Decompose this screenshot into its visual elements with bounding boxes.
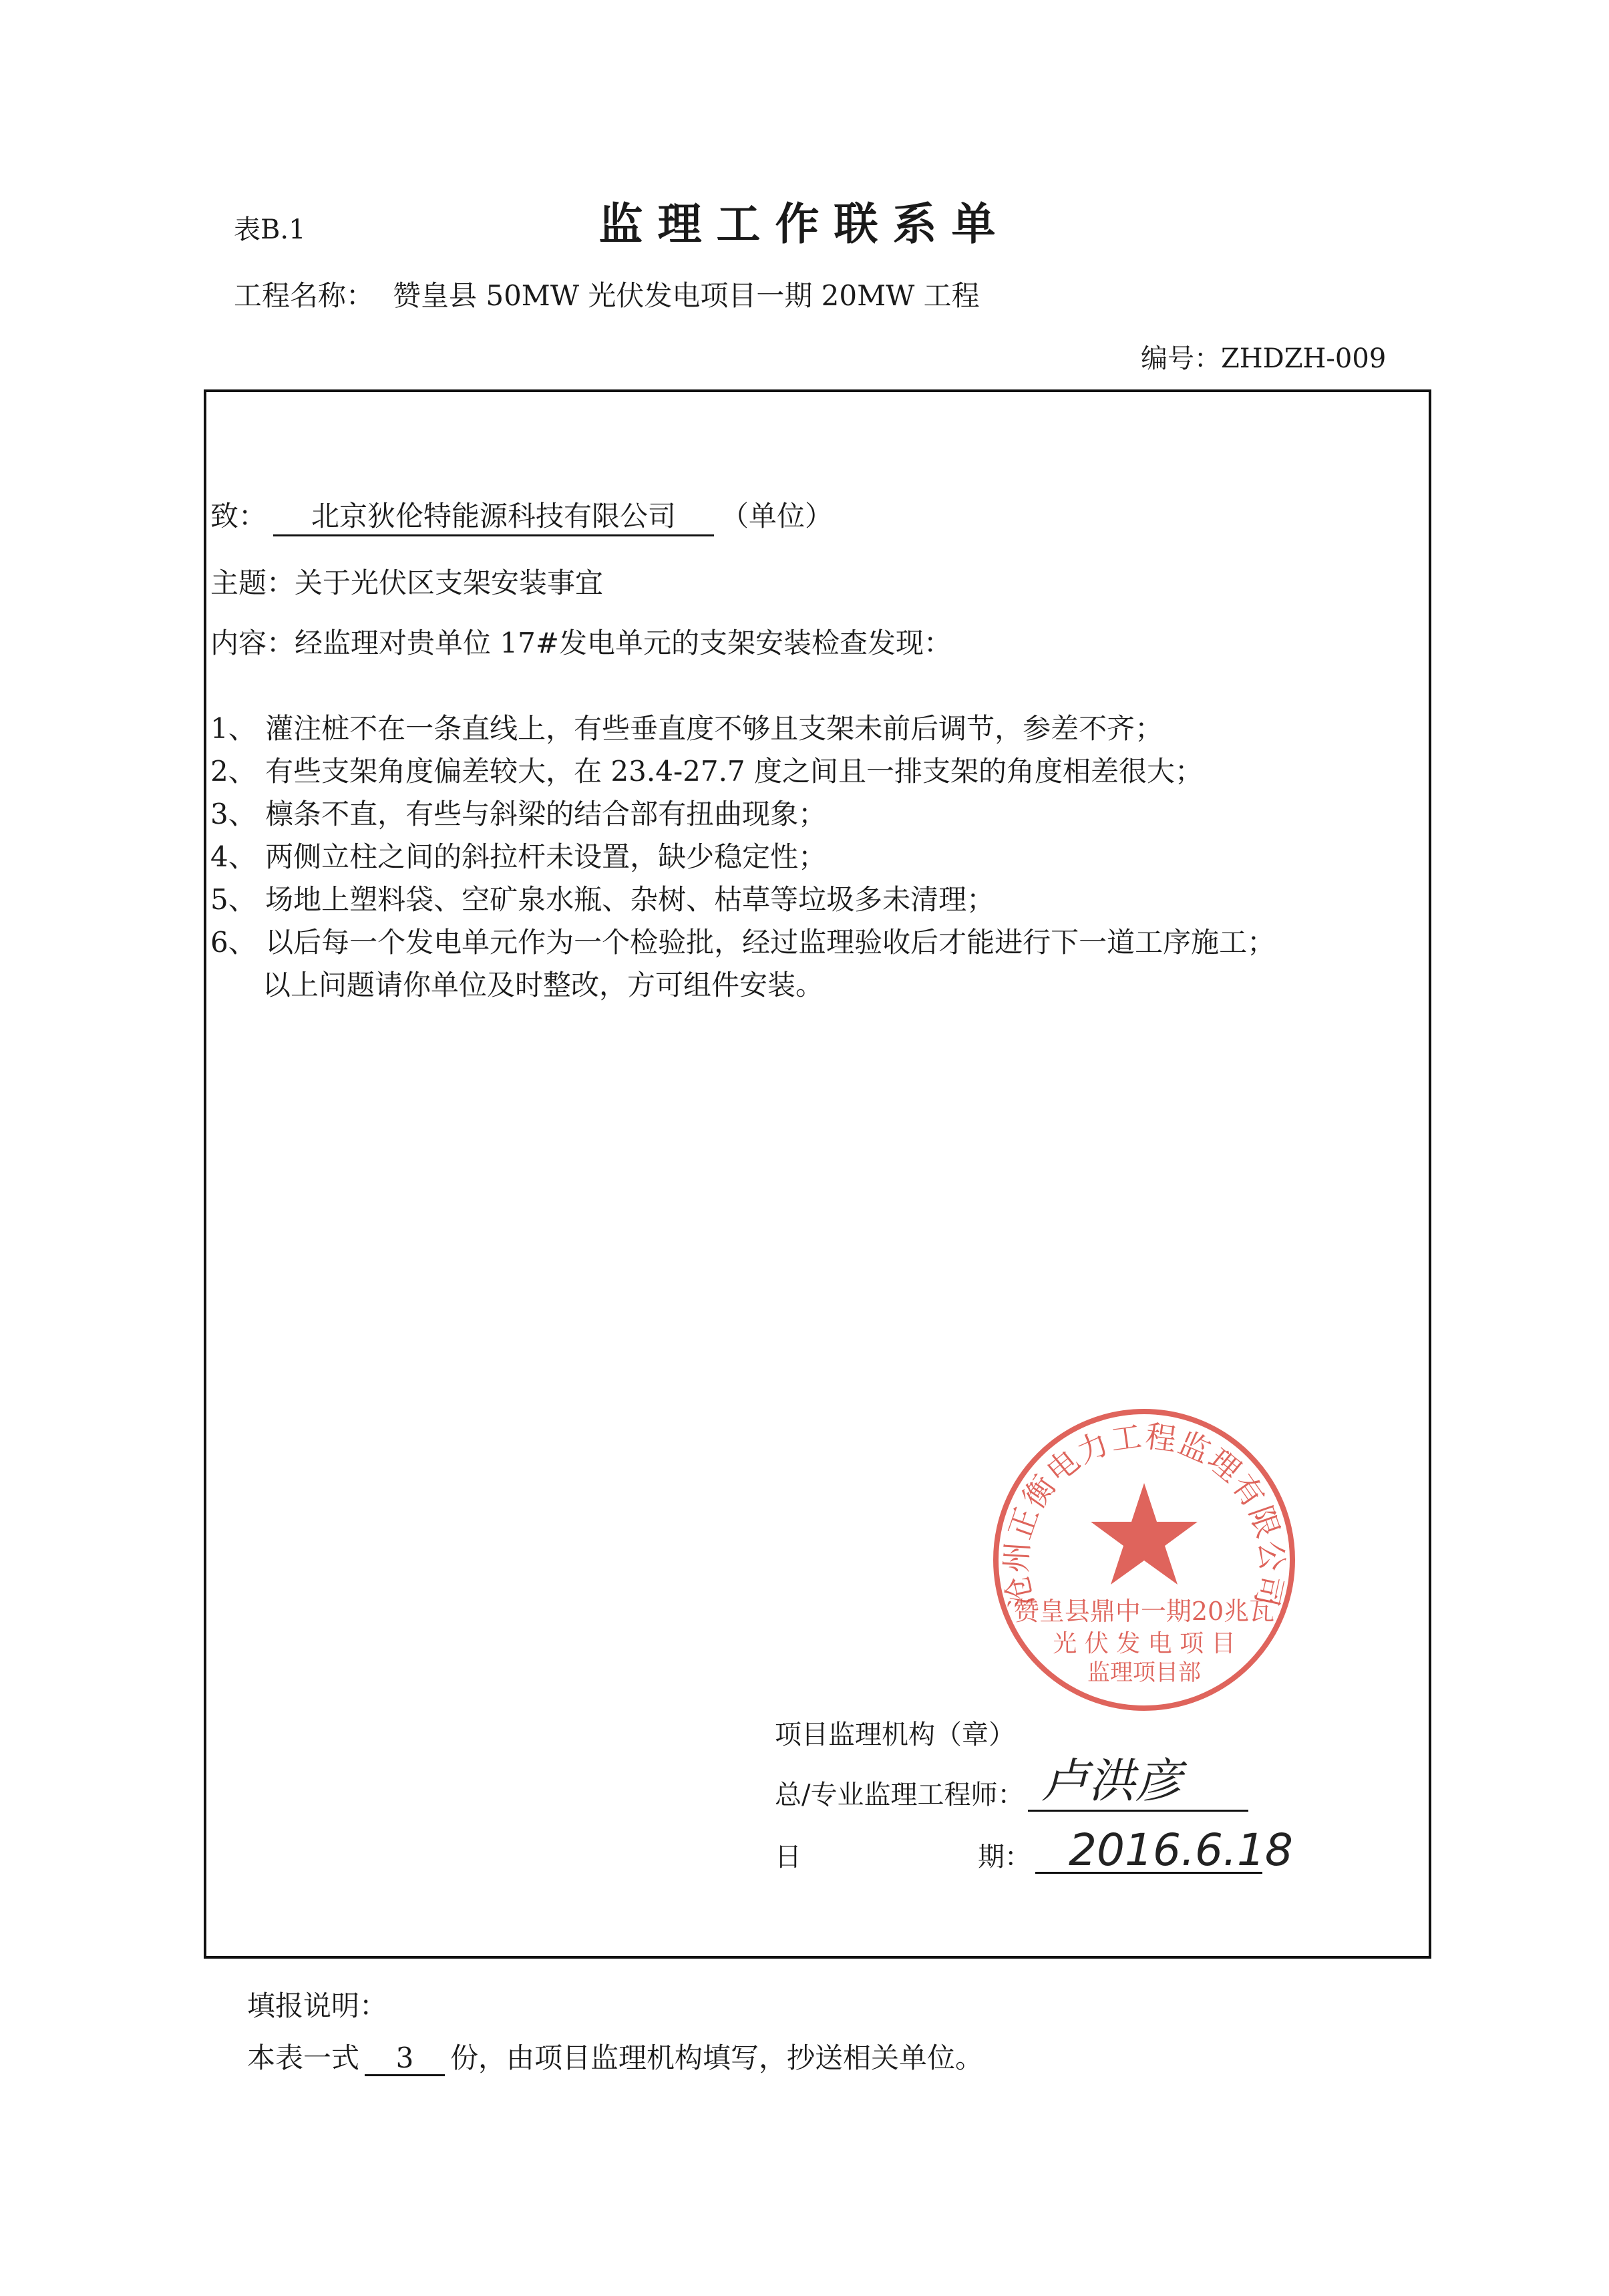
content-row (210, 621, 952, 661)
seal-stamp (987, 1403, 1301, 1717)
list-item: 2、 有些支架角度偏差较大，在 23.4-27.7 度之间且一排支架的角度相差很大； (210, 755, 1203, 788)
stamp-line-2: 光 伏 发 电 项 目 (1053, 1630, 1236, 1657)
list-item: 1、 灌注桩不在一条直线上，有些垂直度不够且支架未前后调节，参差不齐； (210, 712, 1164, 745)
org-label: 项目监理机构（章） (775, 1719, 1015, 1750)
recipient-suffix: （单位） (721, 500, 834, 532)
copies-value: 3 (365, 2041, 445, 2076)
date-row (775, 1824, 1293, 1876)
engineer-signature-line (1028, 1754, 1248, 1812)
stamp-line-3: 监理项目部 (1087, 1659, 1201, 1686)
closing-text: 以上问题请你单位及时整改，方可组件安装。 (262, 969, 824, 1001)
copies-suffix: 份，由项目监理机构填写，抄送相关单位。 (450, 2041, 984, 2074)
project-name-row (234, 274, 980, 314)
content-intro: 经监理对贵单位 17#发电单元的支架安装检查发现： (295, 627, 952, 659)
date-value: 2016.6.18 (1069, 1824, 1293, 1876)
project-label: 工程名称： (234, 279, 375, 312)
subject-value: 关于光伏区支架安装事宜 (295, 566, 604, 599)
list-item: 5、 场地上塑料袋、空矿泉水瓶、杂树、枯草等垃圾多未清理； (210, 883, 995, 916)
star-icon (1091, 1483, 1198, 1585)
content-label: 内容： (210, 627, 295, 659)
stamp-line-1: 赞皇县鼎中一期20兆瓦 (1013, 1597, 1275, 1626)
subject-row (210, 561, 603, 601)
engineer-signature: 卢洪彦 (1041, 1754, 1182, 1808)
form-code: 表B.1 (234, 214, 306, 245)
engineer-label: 总/专业监理工程师： (775, 1780, 1025, 1810)
date-line (1035, 1824, 1293, 1876)
page-title: 监理工作联系单 (598, 198, 1011, 250)
copies-prefix: 本表一式 (247, 2041, 360, 2074)
engineer-row (775, 1754, 1248, 1812)
date-label-1: 日 (775, 1842, 801, 1872)
recipient-row (210, 494, 833, 536)
subject-label: 主题： (210, 566, 295, 599)
recipient-value: 北京狄伦特能源科技有限公司 (273, 494, 714, 536)
project-name: 赞皇县 50MW 光伏发电项目一期 20MW 工程 (393, 279, 980, 312)
recipient-label: 致： (210, 500, 267, 532)
list-item: 4、 两侧立柱之间的斜拉杆未设置，缺少稳定性； (210, 840, 827, 873)
note-title: 填报说明： (247, 1989, 388, 2022)
stamp-outer-text: 沧州正衡电力工程监理有限公司 (997, 1418, 1291, 1611)
date-label-2: 期： (978, 1842, 1031, 1872)
list-item: 6、 以后每一个发电单元作为一个检验批，经过监理验收后才能进行下一道工序施工； (210, 926, 1276, 959)
list-item: 3、 檩条不直，有些与斜梁的结合部有扭曲现象； (210, 798, 827, 830)
copies-row (247, 2036, 983, 2076)
serial-number: 编号：ZHDZH-009 (1141, 343, 1387, 374)
